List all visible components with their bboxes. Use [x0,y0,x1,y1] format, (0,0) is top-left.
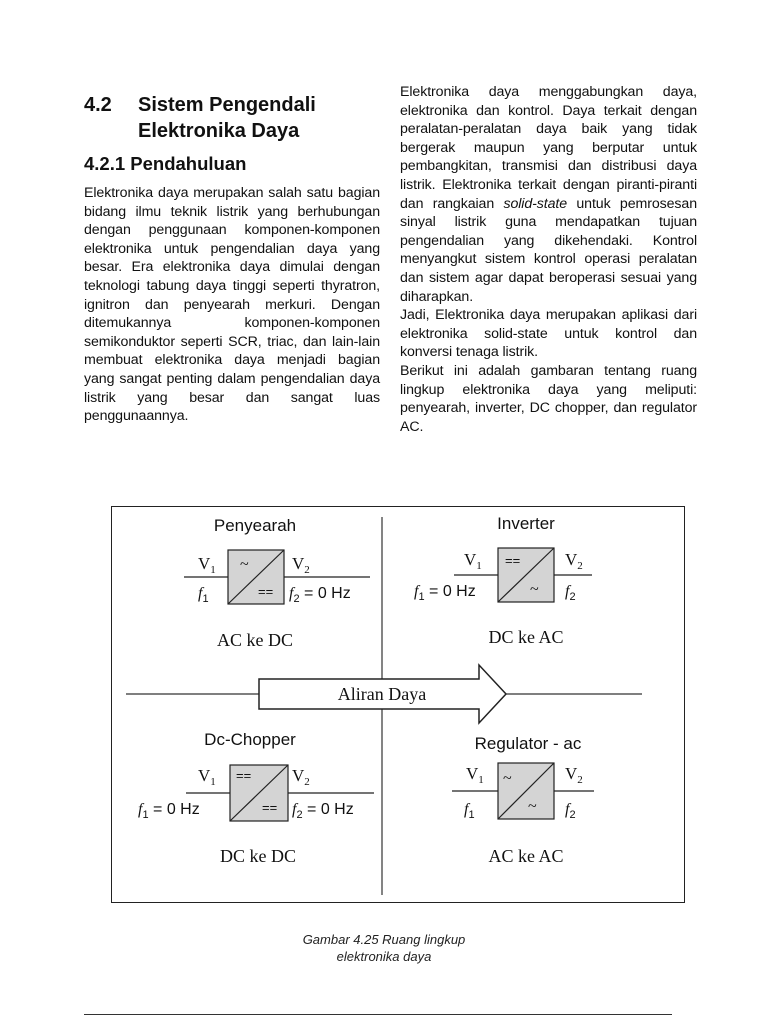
conversion-label: AC ke AC [488,846,564,866]
output-frequency-label: $f_2 = 0$ Hz [289,585,351,605]
quadrant-rectifier [184,516,370,650]
section-number: 4.2 [84,94,112,116]
output-voltage-label: $V_2$ [292,766,310,788]
block-input-symbol: == [505,553,521,568]
right-paragraph-3: Berikut ini adalah gambaran tentang ruang lingkup elektronika daya yang meliputi: penyearah, inverter, DC chopper, dan regulator AC. [400,362,697,435]
footer-divider [84,1014,672,1015]
power-flow-label: Aliran Daya [337,684,427,704]
block-output-symbol: ~ [528,798,537,815]
left-paragraph: Elektronika daya merupakan salah satu bagian bidang ilmu teknik listrik yang berhubungan dengan penggunaan komponen-komponen elektronika untuk pengendalian daya yang besar. Era elektronika daya dimulai dengan teknologi tabung daya tinggi seperti thyratron, ignitron dan penyearah merkuri. Dengan ditemukannya komponen-komponen semikonduktor seperti SCR, triac, dan lain-lain membuat elektronika daya menjadi bagian yang sangat penting dalam pengendalian daya listrik yang besar dan sangat luas penggunaannya. [84,185,380,425]
input-frequency-label: $f_1 = 0$ Hz [138,801,200,821]
solid-state-term: solid-state [503,195,568,212]
section-title-line1: Sistem Pengendali [138,94,316,116]
input-frequency-label: $f_1$ [464,801,475,821]
conversion-label: AC ke DC [217,630,293,650]
block-output-symbol: == [262,800,278,815]
output-frequency-label: $f_2$ [565,583,576,603]
block-input-symbol: == [236,768,252,783]
caption-line1: Gambar 4.25 Ruang lingkup [302,932,466,947]
quadrant-title: Penyearah [213,516,297,535]
quadrant-title: Dc-Chopper [204,730,296,749]
input-voltage-label: $V_1$ [464,550,482,572]
quadrant-title: Regulator - ac [474,734,582,753]
right-paragraph-1-start: Elektronika daya menggabungkan daya, elektronika dan kontrol. Daya terkait dengan peralatan-peralatan daya baik yang tidak bergerak maupun yang berputar untuk pembangkitan, transmisi dan distribusi daya listrik. Elektronika terkait dengan piranti-piranti dan rangkaian [400,84,697,212]
figure-power-electronics-scope [111,506,685,903]
figure-caption [0,931,768,965]
block-input-symbol: ~ [240,556,249,573]
output-frequency-label: $f_2 = 0$ Hz [292,801,354,821]
section-title [138,92,316,144]
right-paragraph-1 [400,83,697,306]
right-paragraph-1-end: untuk pemrosesan sinyal listrik guna mendapatkan tujuan pengendalian yang dikehendaki. Kontrol menyangkut sistem kontrol operasi peralatan dan sistem agar dapat beroperasi sesuai yang diharapkan. [400,195,697,305]
quadrant-ac-regulator [452,734,594,866]
input-voltage-label: $V_1$ [198,766,216,788]
input-voltage-label: $V_1$ [198,554,216,576]
block-output-symbol: == [258,584,274,599]
block-input-symbol: ~ [503,770,512,787]
output-voltage-label: $V_2$ [565,550,583,572]
subsection-heading: 4.2.1 Pendahuluan [84,153,247,174]
conversion-label: DC ke AC [488,627,564,647]
output-voltage-label: $V_2$ [292,554,310,576]
figure-diagram [112,507,686,904]
input-frequency-label: $f_1$ [198,585,209,605]
section-title-line2: Elektronika Daya [138,120,300,142]
right-paragraph-2: Jadi, Elektronika daya merupakan aplikasi dari elektronika solid-state untuk kontrol dan konversi tenaga listrik. [400,307,697,361]
left-column [84,92,380,426]
output-frequency-label: $f_2$ [565,801,576,821]
conversion-label: DC ke DC [220,846,296,866]
quadrant-title: Inverter [497,514,555,533]
section-heading [84,92,380,144]
output-voltage-label: $V_2$ [565,764,583,786]
quadrant-dc-chopper [138,730,374,866]
input-frequency-label: $f_1 = 0$ Hz [414,583,476,603]
caption-line2: elektronika daya [336,949,432,964]
input-voltage-label: $V_1$ [466,764,484,786]
right-column [400,83,697,436]
block-output-symbol: ~ [530,581,539,598]
quadrant-inverter [414,514,592,647]
